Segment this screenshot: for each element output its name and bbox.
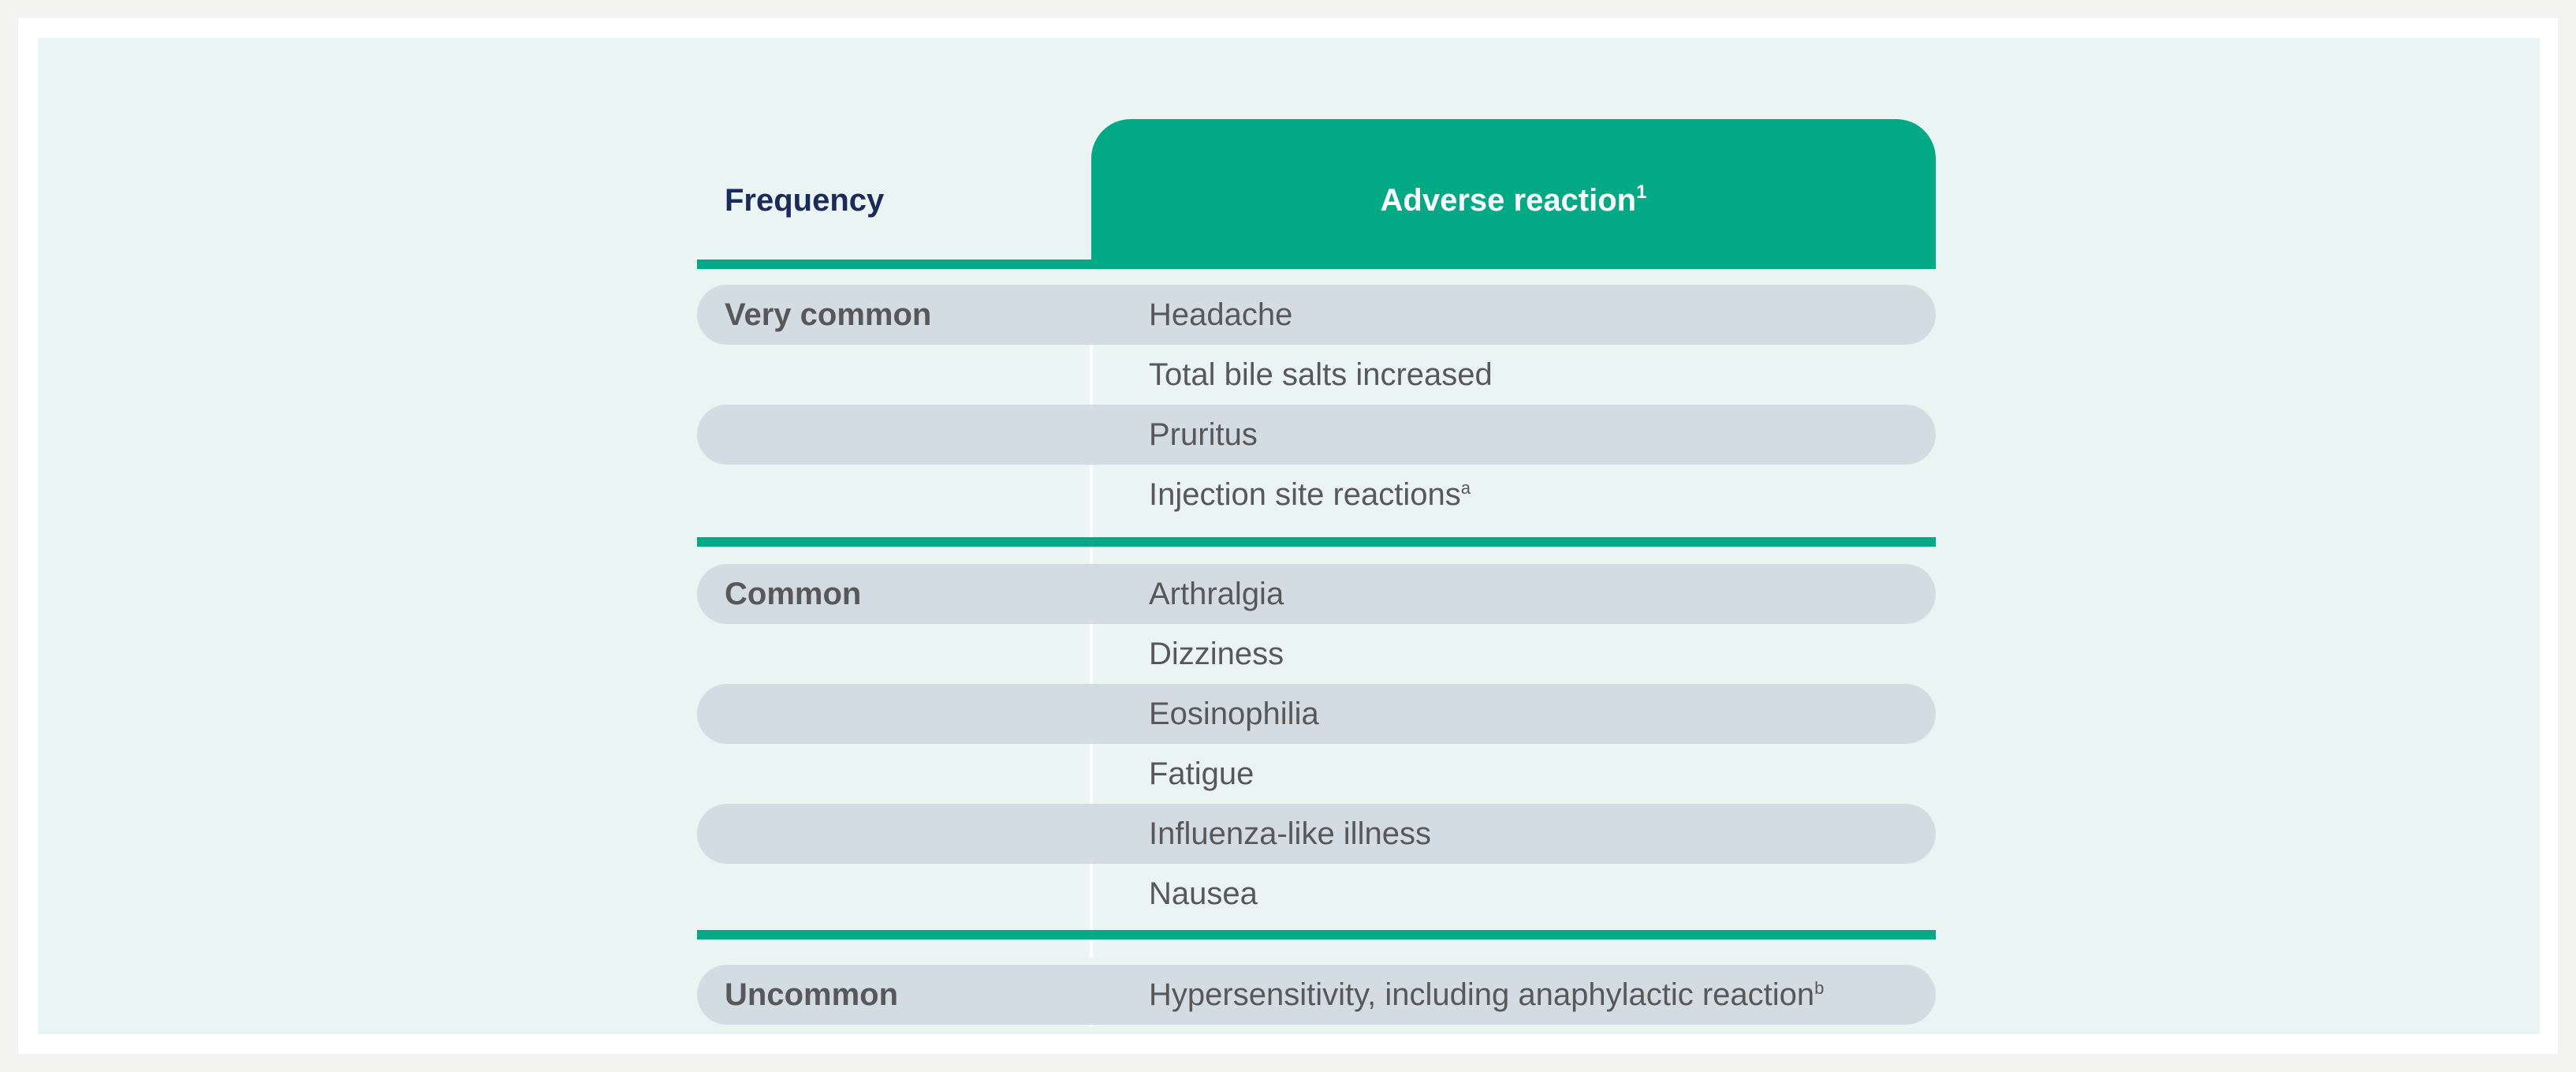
frequency-very-common: Very common [725,297,932,332]
reaction-item [1149,405,1258,465]
reaction-text: Fatigue [1149,756,1254,791]
reaction-text: Hypersensitivity, including anaphylactic reaction [1149,977,1815,1012]
reaction-item [1149,564,1284,624]
reaction-item [1149,804,1431,864]
reaction-item [1149,864,1258,924]
header-frequency-underline [697,260,1091,269]
reaction-item [1149,965,1824,1025]
reaction-item [1149,345,1493,405]
adverse-reactions-table [697,119,1936,1026]
reaction-text: Arthralgia [1149,577,1284,611]
reaction-footnote: a [1460,478,1471,498]
reaction-item [1149,744,1254,804]
reaction-text: Nausea [1149,876,1258,911]
header-adverse-reaction [1091,119,1936,269]
frequency-uncommon: Uncommon [725,977,898,1012]
reaction-item [1149,465,1471,525]
reaction-text: Dizziness [1149,637,1284,671]
reaction-text: Headache [1149,297,1293,332]
reaction-item [1149,684,1319,744]
table-row-band [697,564,1936,624]
reaction-text: Influenza-like illness [1149,816,1431,851]
group-separator [697,537,1936,547]
frequency-common: Common [725,577,862,611]
reaction-text: Eosinophilia [1149,697,1319,731]
header-adverse-reaction-ref: 1 [1636,181,1647,203]
reaction-text: Total bile salts increased [1149,357,1493,392]
header-frequency: Frequency [725,183,885,218]
group-separator [697,930,1936,939]
reaction-item [1149,624,1284,684]
reaction-footnote: b [1814,978,1825,998]
reaction-item [1149,285,1292,345]
reaction-text: Pruritus [1149,417,1258,452]
header-adverse-reaction-label: Adverse reaction [1380,183,1637,218]
reaction-text: Injection site reactions [1149,477,1461,512]
table-panel [38,38,2540,1034]
table-row-band [697,405,1936,465]
